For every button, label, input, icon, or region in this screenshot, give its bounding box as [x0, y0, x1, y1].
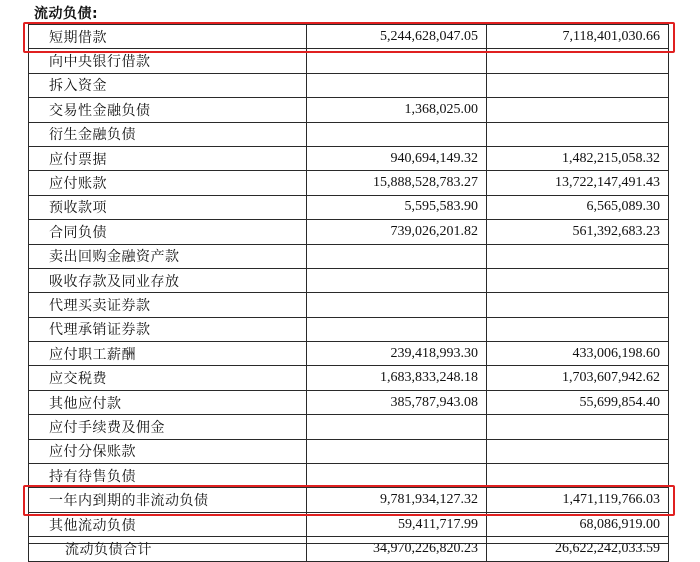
table-row [29, 73, 669, 97]
period-begin-amount: 7,118,401,030.66 [487, 25, 669, 49]
period-end-amount: 385,787,943.08 [307, 390, 487, 414]
period-begin-amount [487, 293, 669, 317]
period-begin-amount: 26,622,242,033.59 [487, 537, 669, 561]
table-row [29, 415, 669, 439]
period-end-amount [307, 464, 487, 488]
period-begin-amount: 13,722,147,491.43 [487, 171, 669, 195]
line-item-label: 应付账款 [29, 171, 307, 195]
table-row [29, 195, 669, 219]
period-end-amount: 15,888,528,783.27 [307, 171, 487, 195]
table-row [29, 244, 669, 268]
line-item-label: 流动负债合计 [29, 537, 307, 561]
period-end-amount: 5,595,583.90 [307, 195, 487, 219]
line-item-label: 应付票据 [29, 146, 307, 170]
period-end-amount [307, 122, 487, 146]
line-item-label: 应付职工薪酬 [29, 342, 307, 366]
line-item-label: 卖出回购金融资产款 [29, 244, 307, 268]
table-row [29, 293, 669, 317]
line-item-label: 短期借款 [29, 25, 307, 49]
period-begin-amount: 561,392,683.23 [487, 220, 669, 244]
table-row [29, 439, 669, 463]
period-end-amount: 59,411,717.99 [307, 512, 487, 536]
period-begin-amount [487, 439, 669, 463]
table-row [29, 512, 669, 536]
table-row [29, 25, 669, 49]
period-begin-amount [487, 73, 669, 97]
line-item-label: 代理承销证券款 [29, 317, 307, 341]
line-item-label: 应交税费 [29, 366, 307, 390]
line-item-label: 吸收存款及同业存放 [29, 268, 307, 292]
period-begin-amount: 6,565,089.30 [487, 195, 669, 219]
table-row [29, 268, 669, 292]
period-end-amount: 34,970,226,820.23 [307, 537, 487, 561]
period-begin-amount: 1,703,607,942.62 [487, 366, 669, 390]
period-begin-amount: 68,086,919.00 [487, 512, 669, 536]
period-end-amount: 1,368,025.00 [307, 98, 487, 122]
period-begin-amount: 1,482,215,058.32 [487, 146, 669, 170]
period-begin-amount [487, 122, 669, 146]
table-row [29, 122, 669, 146]
period-end-amount [307, 415, 487, 439]
section-header [28, 0, 668, 24]
period-begin-amount [487, 98, 669, 122]
current-liabilities-table [28, 24, 669, 562]
line-item-label: 交易性金融负债 [29, 98, 307, 122]
table-row [29, 98, 669, 122]
table-row [29, 390, 669, 414]
table-row [29, 171, 669, 195]
period-begin-amount [487, 464, 669, 488]
table-row [29, 464, 669, 488]
table-row [29, 488, 669, 512]
table-row [29, 220, 669, 244]
period-end-amount: 940,694,149.32 [307, 146, 487, 170]
period-end-amount [307, 73, 487, 97]
table-row [29, 317, 669, 341]
table-row [29, 366, 669, 390]
period-end-amount [307, 244, 487, 268]
period-begin-amount: 1,471,119,766.03 [487, 488, 669, 512]
period-begin-amount [487, 317, 669, 341]
line-item-label: 向中央银行借款 [29, 49, 307, 73]
period-end-amount [307, 268, 487, 292]
line-item-label: 一年内到期的非流动负债 [29, 488, 307, 512]
period-end-amount: 739,026,201.82 [307, 220, 487, 244]
period-end-amount: 9,781,934,127.32 [307, 488, 487, 512]
period-end-amount [307, 317, 487, 341]
period-begin-amount [487, 49, 669, 73]
period-begin-amount [487, 244, 669, 268]
line-item-label: 衍生金融负债 [29, 122, 307, 146]
table-row [29, 342, 669, 366]
table-row [29, 146, 669, 170]
line-item-label: 代理买卖证券款 [29, 293, 307, 317]
period-begin-amount: 55,699,854.40 [487, 390, 669, 414]
line-item-label: 应付手续费及佣金 [29, 415, 307, 439]
period-end-amount [307, 293, 487, 317]
period-end-amount [307, 49, 487, 73]
period-begin-amount [487, 268, 669, 292]
line-item-label: 拆入资金 [29, 73, 307, 97]
period-end-amount: 5,244,628,047.05 [307, 25, 487, 49]
period-end-amount: 1,683,833,248.18 [307, 366, 487, 390]
line-item-label: 应付分保账款 [29, 439, 307, 463]
line-item-label: 持有待售负债 [29, 464, 307, 488]
period-begin-amount: 433,006,198.60 [487, 342, 669, 366]
section-title: 流动负债: [34, 6, 99, 22]
period-end-amount [307, 439, 487, 463]
line-item-label: 预收款项 [29, 195, 307, 219]
period-end-amount: 239,418,993.30 [307, 342, 487, 366]
table-row [29, 49, 669, 73]
line-item-label: 其他应付款 [29, 390, 307, 414]
line-item-label: 合同负债 [29, 220, 307, 244]
period-begin-amount [487, 415, 669, 439]
line-item-label: 其他流动负债 [29, 512, 307, 536]
